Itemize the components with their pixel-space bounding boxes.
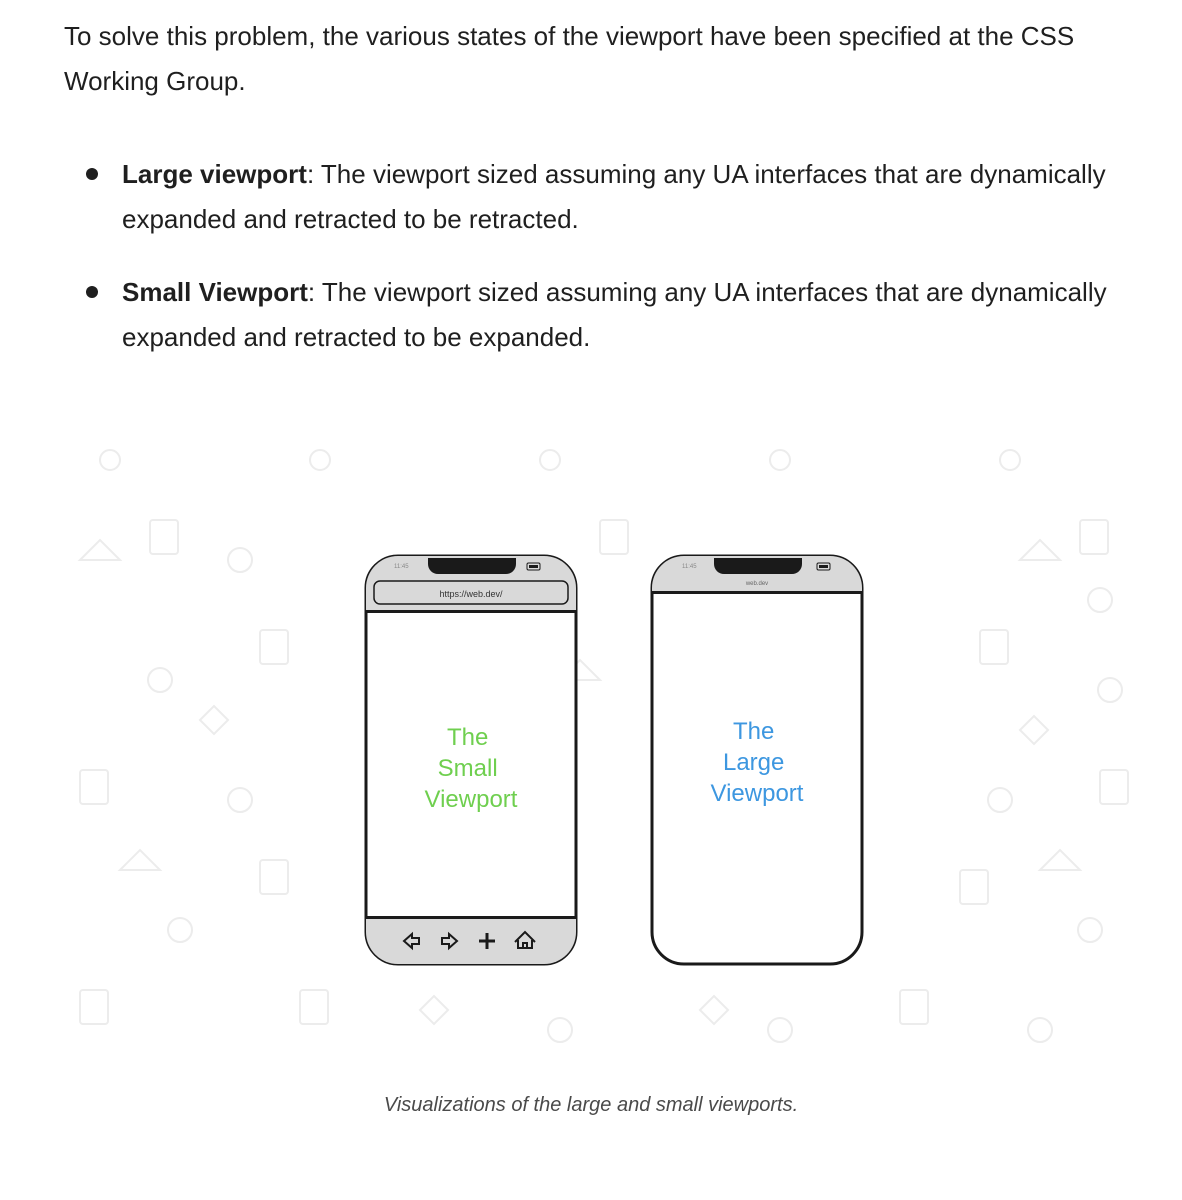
status-time: 11:45	[682, 564, 697, 570]
status-time: 11:45	[394, 564, 409, 570]
small-label-line-2: Small	[437, 755, 498, 782]
small-label-line-3: Viewport	[424, 786, 518, 813]
term-large-viewport: Large viewport	[122, 159, 307, 189]
large-label-line-1: The	[732, 718, 775, 745]
compact-url: web.dev	[745, 581, 769, 587]
viewport-illustration	[60, 430, 1160, 1070]
definition-small-viewport: : The viewport sized assuming any UA interfaces that are dynamically expanded and retracted to be expanded.	[122, 277, 1107, 352]
large-viewport-phone	[652, 556, 862, 964]
intro-paragraph: To solve this problem, the various states of the viewport have been specified at the CSS Working Group.	[64, 21, 1075, 96]
large-label-line-3: Viewport	[710, 780, 804, 807]
bullet-icon	[86, 286, 98, 298]
notch	[714, 558, 802, 574]
definition-large-viewport: : The viewport sized assuming any UA interfaces that are dynamically expanded and retracted to be retracted.	[122, 159, 1106, 234]
figure-caption: Visualizations of the large and small viewports.	[383, 1094, 799, 1116]
notch	[428, 558, 516, 574]
small-label-line-1: The	[446, 724, 489, 751]
background-pattern	[80, 450, 1128, 1042]
viewport-definitions-list	[64, 152, 1144, 388]
list-item-large-viewport	[64, 152, 1144, 242]
term-small-viewport: Small Viewport	[122, 277, 308, 307]
small-viewport-phone	[366, 556, 576, 964]
list-item-small-viewport	[64, 270, 1144, 360]
large-label-line-2: Large	[722, 749, 785, 776]
address-bar-url: https://web.dev/	[439, 589, 503, 599]
bullet-icon	[86, 168, 98, 180]
